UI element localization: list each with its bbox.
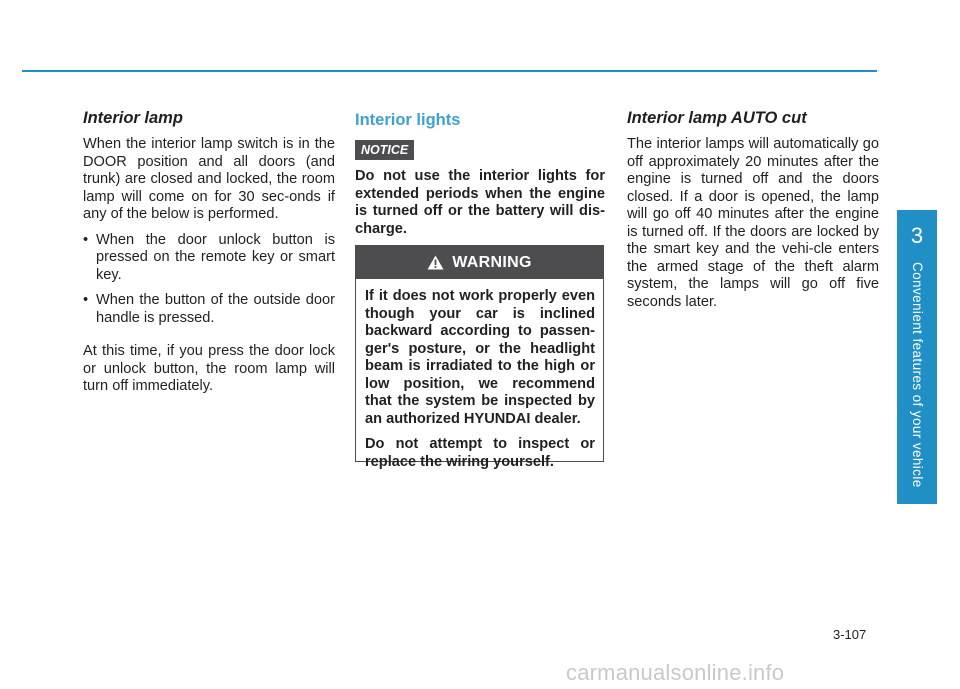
auto-cut-heading: Interior lamp AUTO cut <box>627 109 807 127</box>
interior-lamp-bullets <box>83 232 335 328</box>
auto-cut-text: The interior lamps will automatically go off approximately 20 minutes after the engine is turned off and the doors closed. If a door is opened, the lamp will go off 40 minutes after the engine is turned off. If the doors are locked by the smart key and the vehi-cle enters the armed stage of the theft alarm system, the lamps will go off five seconds later. <box>627 136 879 310</box>
warning-label: WARNING <box>452 253 532 271</box>
header-rule <box>22 70 877 72</box>
list-item: • When the door unlock button is pressed on the remote key or smart key. <box>83 232 335 285</box>
interior-lamp-intro: When the interior lamp switch is in the DOOR position and all doors (and trunk) are closed and locked, the room lamp will come on for 30 sec-onds if any of the below is performed. <box>83 136 335 222</box>
warning-triangle-icon <box>427 255 444 270</box>
column-interior-lamp <box>83 108 335 396</box>
interior-lights-heading: Interior lights <box>355 111 461 129</box>
column-auto-cut <box>627 108 879 311</box>
notice-badge: NOTICE <box>355 140 414 160</box>
interior-lamp-outro: At this time, if you press the door lock or unlock button, the room lamp will turn off immediately. <box>83 343 335 394</box>
warning-box <box>355 245 604 470</box>
warning-paragraph: Do not attempt to inspect or replace the wiring yourself. <box>365 436 595 470</box>
page-number: 3-107 <box>833 627 867 642</box>
list-item: • When the button of the outside door handle is pressed. <box>83 292 335 327</box>
warning-paragraph: If it does not work properly even though your car is inclined backward according to passen-ger's posture, or the headlight beam is irradiated to the high or low position, we recommend that the system be inspected by an authorized HYUNDAI dealer. <box>365 288 595 427</box>
notice-text: Do not use the interior lights for extended periods when the engine is turned off or the battery will dis-charge. <box>355 168 605 237</box>
warning-header <box>356 246 603 279</box>
column-interior-lights <box>355 108 605 238</box>
chapter-number: 3 <box>910 223 924 248</box>
warning-body <box>356 279 603 471</box>
chapter-tab <box>897 210 937 504</box>
interior-lamp-heading: Interior lamp <box>83 109 183 127</box>
chapter-title: Convenient features of your vehicle <box>910 262 925 488</box>
watermark: carmanualsonline.info <box>566 660 785 685</box>
